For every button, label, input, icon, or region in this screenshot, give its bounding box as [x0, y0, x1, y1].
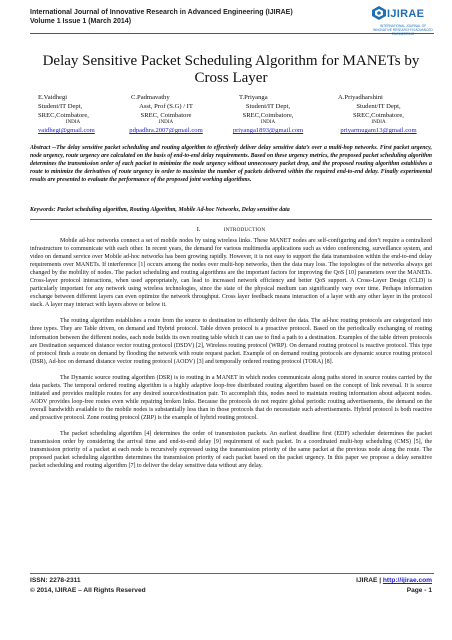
footer-rule	[30, 573, 434, 574]
abstract: Abstract --The delay sensitive packet scheduling and routing algorithm to effectively deliver delay sensitive data’s over a multi-hop networks. First packet urgency, node urgency, route urgency are calculated on the basis of end-to-end delay requirements. Based on these urgency metrics, the proposed packet scheduling algorithm determines the transmission order of each packet to minimize the node urgency without unnecessary packet drop, and the proposed routing algorithm establishes a route to minimize the derivatives of route urgency in order to maximize the number of packets delivered within the required end-to-end delay. Finally experimental results are presented to evaluate the performance of the proposed joint working algorithms.	[30, 145, 432, 183]
author-dept: Student/IT Dept,	[356, 103, 401, 110]
author-institution: SREC,Coimbatore,	[242, 112, 294, 119]
author-country: INDIA	[260, 120, 276, 125]
author-2	[121, 93, 211, 135]
header-rule	[30, 33, 434, 34]
author-name: E.Vaidhegi	[38, 94, 68, 101]
author-1	[38, 93, 108, 135]
logo-text: IJIRAE	[387, 8, 425, 20]
author-name: C.Padmavathy	[131, 94, 170, 101]
author-country: INDIA	[371, 120, 386, 125]
logo-badge-icon	[372, 6, 386, 20]
author-name: A.Priyadharshini	[338, 94, 383, 101]
author-email[interactable]: vaidhegi@gmail.com	[38, 127, 95, 134]
section-heading	[30, 226, 432, 234]
author-dept: Asst, Prof (S.G) / IT	[139, 103, 193, 110]
author-email[interactable]: priyarmugam13@gmail.com	[340, 127, 417, 134]
paragraph: The routing algorithm establishes a route from the source to destination to efficiently deliver the data. The ad-hoc routing protocols are categorized into three types. They are Table driven, on demand and Hybrid protocol. Table driven protocol is a proactive protocol. Based on the periodically exchanging of routing information between the different nodes, each node builds its own routing table which it can use to find a path to a destination. Examples of the table driven protocols are Destination sequenced distance vector routing protocol (DSDV) [2], Wireless routing protocol (WRP). On demand routing protocol is reactive protocol. This type of protocol finds a route on demand by flooding the network with route request packet. Example of on demand routing protocols are dynamic source routing protocol (DSR), Ad-hoc on demand distance vector routing protocol (AODV) [3] and temporally ordered routing protocol (TORA) [8].	[30, 318, 432, 365]
paragraph: The Dynamic source routing algorithm (DSR) is to routing in a MANET in which nodes communicate along paths stored in source routes carried by the data packets. The temporal ordered routing algorithm is a highly adaptive loop-free distributed routing algorithm based on the concept of link reversal. It is source initiated and provides multiple routes for any desired source/destination pair. To accomplish this, nodes need to maintain routing information about adjacent nodes. AODV provides loop-free routes even while repairing broken links. Because the protocols do not require global periodic routing advertisements, the demand on the overall bandwidth available to the mobile nodes is substantially less than in those protocols that do necessitate such advertisements. Hybrid protocol is both reactive and proactive protocol. Zone routing protocol (ZRP) is the example of hybrid routing protocol.	[30, 374, 432, 421]
footer-copyright: © 2014, IJIRAE – All Rights Reserved	[30, 587, 146, 594]
author-institution: SREC,Coimbatore,	[38, 112, 89, 119]
footer-site-link[interactable]: http://ijirae.com	[382, 577, 432, 584]
footer-left	[30, 576, 146, 596]
author-email[interactable]: priyanga1893@gmail.com	[232, 127, 304, 134]
paragraph: Mobile ad-hoc networks connect a set of mobile nodes by using wireless links. These MANET nodes are self-configuring and don’t require a centralized infrastructure to communicate with each other. In recent years, the demand for various multimedia applications such as video conferencing, surveillance system, and video on demand service over Mobile ad-hoc networks has been growing rapidly. However, it is not easy to support the data transmission within the end-to-end delay requirements over MANETs. If interference [1] occurs among the nodes over multi-hop networks, then the data may loss. The topologies of the networks always get changed by the mobility of nodes. The packet scheduling and routing algorithms are the important factors for improving the QoS [10] parameters over the MANETs. Cross-layer protocol interactions, when used appropriately, can lead to increased network efficiency and better QoS support. A Cross-Layer Design (CLD) is particularly important for any network using wireless technologies, since the state of the physical medium can significantly vary over time. Perhaps information exchange between different layers can even optimize the network throughput. Cross layer feedback means interaction of a layer with any other layer in the protocol stack. A layer may interact with layers above or below it.	[30, 238, 432, 309]
keywords-rule	[30, 219, 432, 220]
author-country: INDIA	[158, 120, 174, 125]
author-4	[326, 93, 431, 135]
author-country: INDIA	[65, 120, 81, 125]
journal-volume: Volume 1 Issue 1 (March 2014)	[30, 18, 132, 25]
author-dept: Student/IT Dept,	[245, 103, 291, 110]
author-institution: SREC, Coimbatore	[140, 112, 192, 119]
author-email[interactable]: pdpadhra.2007@gmail.com	[129, 127, 203, 134]
paper-title: Delay Sensitive Packet Scheduling Algorithm for MANETs by Cross Layer	[42, 53, 420, 86]
section-title: INTRODUCTION	[223, 227, 266, 233]
author-block	[38, 93, 438, 137]
footer-site-label: IJIRAE |	[356, 577, 383, 584]
journal-title: International Journal of Innovative Research in Advanced Engineering (IJIRAE)	[30, 9, 293, 16]
section-number: I.	[196, 226, 201, 233]
author-institution: SREC,Coimbatore,	[353, 112, 404, 119]
logo-subtitle: INTERNATIONAL JOURNAL OF INNOVATIVE RESEARCH IN ADVANCED ENGINEERING	[373, 24, 433, 36]
paragraph: The packet scheduling algorithm [4] determines the order of transmission packets. An earliest deadline first (EDF) scheduler determines the packet transmission order by considering the arrival time and end-to-end delay [9] requirement of each packet. In a coordinated multi-hop scheduling (CMS) [5], the transmission priority of a packet at each node is recursively expressed using the transmission priority of the same packet at the previous node along the route. The proposed packet scheduling algorithm determines the transmission priority of each packet based on the packet urgency. In this paper we propose a delay sensitive packet scheduling and routing algorithm [7] to deliver the delay sensitive data without any delay.	[30, 430, 432, 470]
footer-right	[356, 576, 432, 596]
footer-page-number: Page - 1	[406, 587, 432, 594]
author-3	[225, 93, 311, 135]
author-name: T.Priyanga	[239, 94, 268, 101]
journal-header	[30, 8, 293, 26]
body-text	[30, 237, 432, 478]
footer-issn: ISSN: 2278-2311	[30, 577, 81, 584]
keywords: Keywords: Packet scheduling algorithm, Routing Algorithm, Mobile Ad-hoc Networks, Delay sensitive data	[30, 207, 290, 213]
author-dept: Student/IT Dept,	[38, 103, 83, 110]
